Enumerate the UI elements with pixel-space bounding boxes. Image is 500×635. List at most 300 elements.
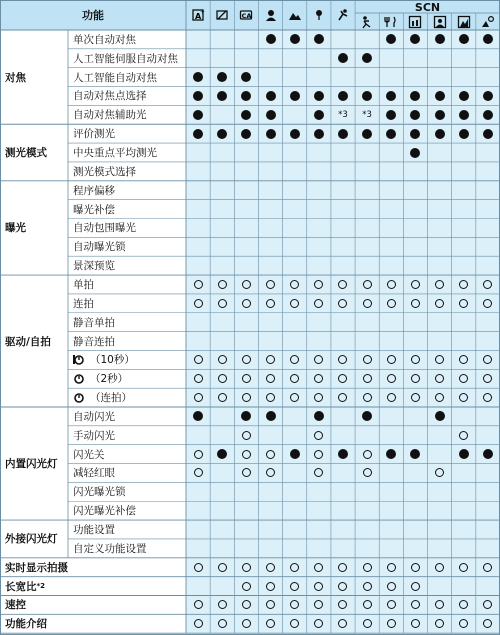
supported-auto-mark — [435, 110, 445, 120]
value-cell — [307, 313, 331, 332]
value-cell — [283, 332, 307, 351]
function-label: 自动对焦辅助光 — [73, 109, 147, 122]
selectable-mark — [363, 600, 372, 609]
value-cell — [452, 426, 476, 445]
function-label: 减轻红眼 — [73, 467, 115, 480]
value-cell — [307, 558, 331, 577]
selectable-mark — [290, 393, 299, 402]
selectable-mark — [435, 619, 444, 628]
value-cell — [403, 539, 427, 558]
value-cell — [476, 332, 500, 351]
value-cell — [331, 388, 355, 407]
value-cell — [258, 275, 282, 294]
value-cell — [234, 313, 258, 332]
value-cell — [403, 482, 427, 501]
supported-auto-mark — [410, 91, 420, 101]
supported-auto-mark — [217, 449, 227, 459]
value-cell — [428, 49, 452, 68]
selectable-mark — [194, 299, 203, 308]
selectable-mark — [314, 374, 323, 383]
supported-auto-mark — [266, 110, 276, 120]
value-cell — [452, 124, 476, 143]
value-cell — [234, 68, 258, 87]
value-cell — [258, 558, 282, 577]
value-cell — [210, 407, 234, 426]
supported-auto-mark — [386, 449, 396, 459]
value-cell — [210, 49, 234, 68]
value-cell — [283, 407, 307, 426]
selectable-mark — [242, 374, 251, 383]
supported-auto-mark — [314, 34, 324, 44]
value-cell — [307, 275, 331, 294]
category-text: 实时显示拍摄 — [5, 561, 68, 574]
selectable-mark — [314, 619, 323, 628]
value-cell — [476, 313, 500, 332]
value-cell — [258, 369, 282, 388]
value-cell — [307, 105, 331, 124]
selectable-mark — [242, 563, 251, 572]
value-cell — [355, 501, 379, 520]
value-cell — [258, 105, 282, 124]
value-cell — [234, 596, 258, 615]
value-cell — [403, 256, 427, 275]
value-cell — [186, 577, 210, 596]
value-cell — [403, 49, 427, 68]
value-cell — [283, 143, 307, 162]
selectable-mark — [411, 280, 420, 289]
selectable-mark — [314, 582, 323, 591]
value-cell — [210, 105, 234, 124]
value-cell — [210, 256, 234, 275]
value-cell — [234, 350, 258, 369]
value-cell — [331, 482, 355, 501]
selectable-mark — [338, 299, 347, 308]
value-cell — [476, 256, 500, 275]
selectable-mark — [266, 600, 275, 609]
selectable-mark — [314, 355, 323, 364]
selectable-mark — [314, 563, 323, 572]
selectable-mark — [459, 280, 468, 289]
value-cell — [379, 87, 403, 106]
value-cell — [355, 30, 379, 49]
value-cell — [476, 200, 500, 219]
food-icon — [379, 13, 403, 30]
value-cell — [379, 426, 403, 445]
selectable-mark — [459, 563, 468, 572]
selectable-mark — [266, 280, 275, 289]
selectable-mark — [387, 299, 396, 308]
value-cell — [476, 162, 500, 181]
supported-auto-mark — [193, 110, 203, 120]
value-cell — [355, 596, 379, 615]
value-cell — [379, 539, 403, 558]
value-cell — [403, 520, 427, 539]
value-cell — [452, 407, 476, 426]
value-cell — [234, 501, 258, 520]
function-label: 静音连拍 — [73, 335, 115, 348]
value-cell — [283, 124, 307, 143]
selectable-mark — [483, 374, 492, 383]
function-label: 手动闪光 — [73, 429, 115, 442]
category-text: 外接闪光灯 — [5, 533, 58, 546]
selectable-mark — [194, 468, 203, 477]
value-cell — [355, 558, 379, 577]
value-cell — [379, 49, 403, 68]
value-cell — [379, 614, 403, 633]
selectable-mark — [338, 393, 347, 402]
value-cell — [476, 539, 500, 558]
value-cell — [258, 30, 282, 49]
selectable-mark — [242, 431, 251, 440]
value-cell — [283, 445, 307, 464]
selectable-mark — [266, 450, 275, 459]
value-cell — [307, 87, 331, 106]
selectable-mark — [314, 393, 323, 402]
value-cell — [307, 350, 331, 369]
value-cell — [331, 501, 355, 520]
value-cell — [307, 577, 331, 596]
selectable-mark — [363, 582, 372, 591]
function-header: 功能 — [82, 9, 104, 22]
selectable-mark — [194, 393, 203, 402]
category-label — [0, 558, 186, 577]
value-cell — [355, 539, 379, 558]
value-cell — [234, 445, 258, 464]
selectable-mark — [218, 619, 227, 628]
category-label — [0, 181, 68, 275]
value-cell — [307, 332, 331, 351]
supported-auto-mark — [435, 411, 445, 421]
function-label: 中央重点平均测光 — [73, 147, 157, 160]
selectable-mark — [363, 374, 372, 383]
selectable-mark — [290, 374, 299, 383]
selectable-mark — [266, 355, 275, 364]
selectable-mark — [459, 619, 468, 628]
value-cell — [403, 124, 427, 143]
self-timer-label: （连拍） — [90, 392, 132, 405]
value-cell — [452, 275, 476, 294]
selectable-mark — [483, 619, 492, 628]
value-cell — [379, 520, 403, 539]
value-cell — [379, 275, 403, 294]
value-cell — [403, 313, 427, 332]
value-cell — [428, 200, 452, 219]
value-cell — [307, 520, 331, 539]
value-cell — [186, 501, 210, 520]
value-cell — [210, 388, 234, 407]
value-cell — [452, 87, 476, 106]
selectable-mark — [459, 393, 468, 402]
self-timer-label: （10秒） — [90, 354, 135, 367]
value-cell — [307, 49, 331, 68]
supported-auto-mark — [386, 91, 396, 101]
selectable-mark — [242, 619, 251, 628]
selectable-mark — [218, 374, 227, 383]
value-cell — [307, 68, 331, 87]
selectable-mark — [194, 600, 203, 609]
value-cell — [234, 539, 258, 558]
supported-auto-mark — [362, 129, 372, 139]
value-cell — [234, 49, 258, 68]
night-portrait-icon — [428, 13, 452, 30]
selectable-mark — [290, 299, 299, 308]
value-cell — [210, 332, 234, 351]
value-cell — [283, 369, 307, 388]
supported-auto-mark — [241, 91, 251, 101]
value-cell — [283, 577, 307, 596]
value-cell — [476, 219, 500, 238]
value-cell — [355, 200, 379, 219]
value-cell — [331, 350, 355, 369]
selectable-mark — [194, 280, 203, 289]
value-cell — [428, 482, 452, 501]
scn-header: SCN — [414, 0, 441, 14]
function-label: 静音单拍 — [73, 316, 115, 329]
value-cell — [428, 219, 452, 238]
supported-auto-mark — [338, 53, 348, 63]
value-cell — [331, 577, 355, 596]
value-cell — [210, 124, 234, 143]
selectable-mark — [387, 355, 396, 364]
supported-auto-mark — [410, 148, 420, 158]
selectable-mark — [363, 563, 372, 572]
value-cell — [403, 332, 427, 351]
value-cell — [476, 124, 500, 143]
value-cell — [403, 219, 427, 238]
supported-auto-mark — [386, 34, 396, 44]
supported-auto-mark — [362, 91, 372, 101]
selectable-mark — [338, 619, 347, 628]
value-cell — [355, 87, 379, 106]
value-cell — [307, 256, 331, 275]
selectable-mark — [194, 563, 203, 572]
value-cell — [355, 68, 379, 87]
value-cell — [210, 87, 234, 106]
selectable-mark — [218, 280, 227, 289]
category-text: 长宽比 — [5, 580, 37, 593]
selectable-mark — [338, 355, 347, 364]
value-cell — [186, 614, 210, 633]
value-cell — [428, 558, 452, 577]
value-cell — [186, 68, 210, 87]
value-cell — [258, 350, 282, 369]
selectable-mark — [242, 355, 251, 364]
value-cell — [283, 350, 307, 369]
value-cell — [452, 49, 476, 68]
value-cell — [403, 350, 427, 369]
value-cell — [452, 181, 476, 200]
value-cell — [476, 105, 500, 124]
value-cell — [403, 237, 427, 256]
selectable-mark — [483, 355, 492, 364]
supported-auto-mark — [483, 110, 493, 120]
selectable-mark — [411, 582, 420, 591]
value-cell — [476, 30, 500, 49]
value-cell — [428, 407, 452, 426]
selectable-mark — [242, 468, 251, 477]
value-cell — [355, 219, 379, 238]
value-cell — [234, 200, 258, 219]
value-cell — [379, 464, 403, 483]
value-cell — [210, 313, 234, 332]
supported-auto-mark — [217, 72, 227, 82]
value-cell — [355, 445, 379, 464]
selectable-mark — [266, 619, 275, 628]
value-cell — [379, 162, 403, 181]
value-cell — [379, 68, 403, 87]
value-cell — [186, 407, 210, 426]
footnote-mark: *3 — [338, 109, 348, 120]
value-cell — [210, 482, 234, 501]
value-cell — [452, 596, 476, 615]
value-cell — [452, 464, 476, 483]
value-cell — [403, 407, 427, 426]
supported-auto-mark — [435, 91, 445, 101]
value-cell — [258, 596, 282, 615]
value-cell — [476, 350, 500, 369]
value-cell — [186, 105, 210, 124]
value-cell — [210, 445, 234, 464]
value-cell — [379, 558, 403, 577]
value-cell — [210, 219, 234, 238]
value-cell — [186, 219, 210, 238]
value-cell — [331, 68, 355, 87]
value-cell — [307, 369, 331, 388]
value-cell — [307, 237, 331, 256]
value-cell — [428, 596, 452, 615]
value-cell — [258, 426, 282, 445]
value-cell — [452, 256, 476, 275]
value-cell — [355, 124, 379, 143]
kids-icon — [355, 13, 379, 30]
supported-auto-mark — [290, 129, 300, 139]
supported-auto-mark — [386, 110, 396, 120]
value-cell — [186, 237, 210, 256]
value-cell — [403, 68, 427, 87]
function-label — [68, 369, 186, 388]
supported-auto-mark — [410, 110, 420, 120]
selectable-mark — [338, 563, 347, 572]
value-cell — [403, 558, 427, 577]
value-cell — [307, 482, 331, 501]
value-cell — [283, 596, 307, 615]
supported-auto-mark — [266, 411, 276, 421]
value-cell — [210, 200, 234, 219]
value-cell — [258, 313, 282, 332]
function-label: 人工智能自动对焦 — [73, 71, 157, 84]
value-cell — [186, 464, 210, 483]
value-cell — [403, 614, 427, 633]
portrait-icon — [258, 0, 282, 30]
category-label — [0, 407, 68, 520]
value-cell — [283, 464, 307, 483]
value-cell — [258, 124, 282, 143]
value-cell — [258, 482, 282, 501]
supported-auto-mark — [290, 34, 300, 44]
category-label — [0, 596, 186, 615]
selectable-mark — [387, 619, 396, 628]
value-cell — [186, 558, 210, 577]
supported-auto-mark — [459, 449, 469, 459]
selectable-mark — [435, 393, 444, 402]
value-cell — [452, 162, 476, 181]
value-cell — [428, 256, 452, 275]
footnote-mark: *3 — [362, 109, 372, 120]
value-cell — [331, 539, 355, 558]
value-cell — [210, 520, 234, 539]
selectable-mark — [435, 600, 444, 609]
value-cell — [476, 445, 500, 464]
self-timer-label: （2秒） — [90, 373, 129, 386]
value-cell — [258, 49, 282, 68]
value-cell — [428, 143, 452, 162]
value-cell — [234, 614, 258, 633]
supported-auto-mark — [314, 110, 324, 120]
function-label: 评价测光 — [73, 128, 115, 141]
value-cell — [355, 143, 379, 162]
category-label — [0, 520, 68, 558]
value-cell — [307, 426, 331, 445]
selectable-mark — [218, 299, 227, 308]
selectable-mark — [338, 600, 347, 609]
function-label: 连拍 — [73, 297, 94, 310]
supported-auto-mark — [410, 449, 420, 459]
value-cell — [355, 181, 379, 200]
value-cell — [476, 388, 500, 407]
value-cell — [283, 105, 307, 124]
selectable-mark — [266, 374, 275, 383]
value-cell — [186, 143, 210, 162]
selectable-mark — [266, 582, 275, 591]
supported-auto-mark — [290, 91, 300, 101]
value-cell — [210, 294, 234, 313]
value-cell — [452, 105, 476, 124]
value-cell — [210, 539, 234, 558]
selectable-mark — [483, 299, 492, 308]
value-cell — [403, 501, 427, 520]
selectable-mark — [242, 600, 251, 609]
supported-auto-mark — [410, 34, 420, 44]
value-cell — [452, 482, 476, 501]
value-cell — [428, 237, 452, 256]
value-cell — [428, 87, 452, 106]
value-cell — [355, 407, 379, 426]
selectable-mark — [218, 563, 227, 572]
selectable-mark — [218, 600, 227, 609]
value-cell — [258, 407, 282, 426]
selectable-mark — [483, 563, 492, 572]
value-cell — [331, 124, 355, 143]
value-cell — [403, 388, 427, 407]
value-cell — [307, 445, 331, 464]
selectable-mark — [266, 563, 275, 572]
selectable-mark — [290, 280, 299, 289]
value-cell — [283, 49, 307, 68]
value-cell — [379, 105, 403, 124]
value-cell — [428, 30, 452, 49]
value-cell — [307, 388, 331, 407]
value-cell — [331, 294, 355, 313]
selectable-mark — [435, 374, 444, 383]
value-cell — [452, 539, 476, 558]
value-cell — [210, 237, 234, 256]
selectable-mark — [266, 468, 275, 477]
value-cell — [355, 275, 379, 294]
value-cell — [210, 143, 234, 162]
candlelight-icon — [403, 13, 427, 30]
value-cell — [283, 388, 307, 407]
function-label: 单拍 — [73, 278, 94, 291]
